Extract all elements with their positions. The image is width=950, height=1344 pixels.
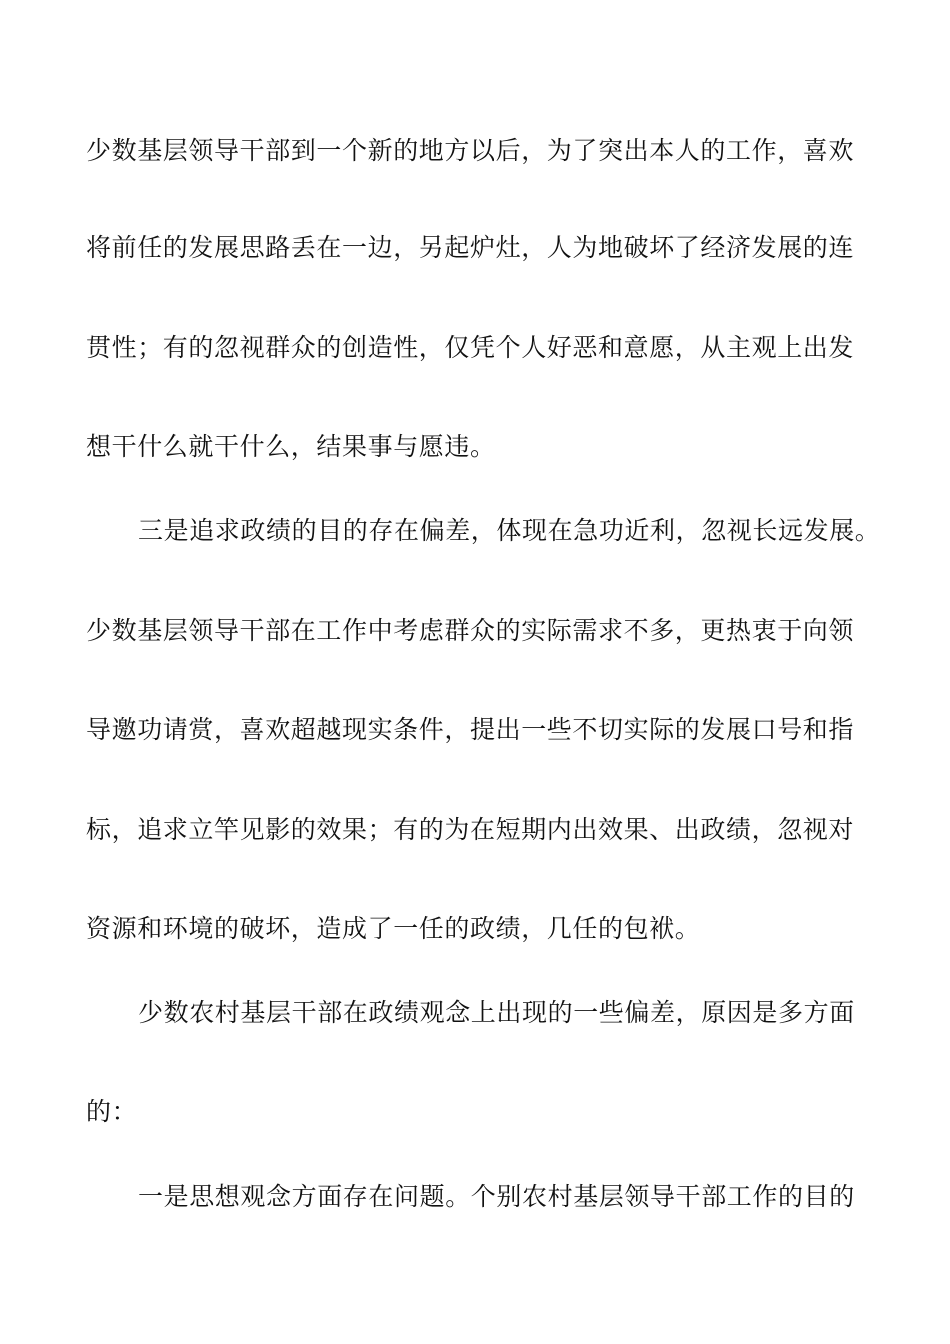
paragraph-first-line: 三是追求政绩的目的存在偏差，体现在急功近利，忽视长远发展。 bbox=[138, 516, 881, 545]
text-line: 标，追求立竿见影的效果；有的为在短期内出效果、出政绩，忽视对 bbox=[86, 815, 855, 844]
text-line: 少数基层领导干部在工作中考虑群众的实际需求不多，更热衷于向领 bbox=[86, 616, 855, 645]
text-line: 贯性；有的忽视群众的创造性，仅凭个人好恶和意愿，从主观上出发 bbox=[86, 333, 855, 362]
paragraph-first-line: 一是思想观念方面存在问题。个别农村基层领导干部工作的目的 bbox=[138, 1182, 855, 1211]
text-line: 导邀功请赏，喜欢超越现实条件，提出一些不切实际的发展口号和指 bbox=[86, 715, 855, 744]
text-line: 少数基层领导干部到一个新的地方以后，为了突出本人的工作，喜欢 bbox=[86, 136, 855, 165]
text-line: 想干什么就干什么，结果事与愿违。 bbox=[86, 432, 496, 461]
text-line: 资源和环境的破坏，造成了一任的政绩，几任的包袱。 bbox=[86, 914, 701, 943]
text-line: 的： bbox=[86, 1097, 138, 1126]
text-line: 将前任的发展思路丢在一边，另起炉灶，人为地破坏了经济发展的连 bbox=[86, 233, 855, 262]
paragraph-first-line: 少数农村基层干部在政绩观念上出现的一些偏差，原因是多方面 bbox=[138, 998, 855, 1027]
